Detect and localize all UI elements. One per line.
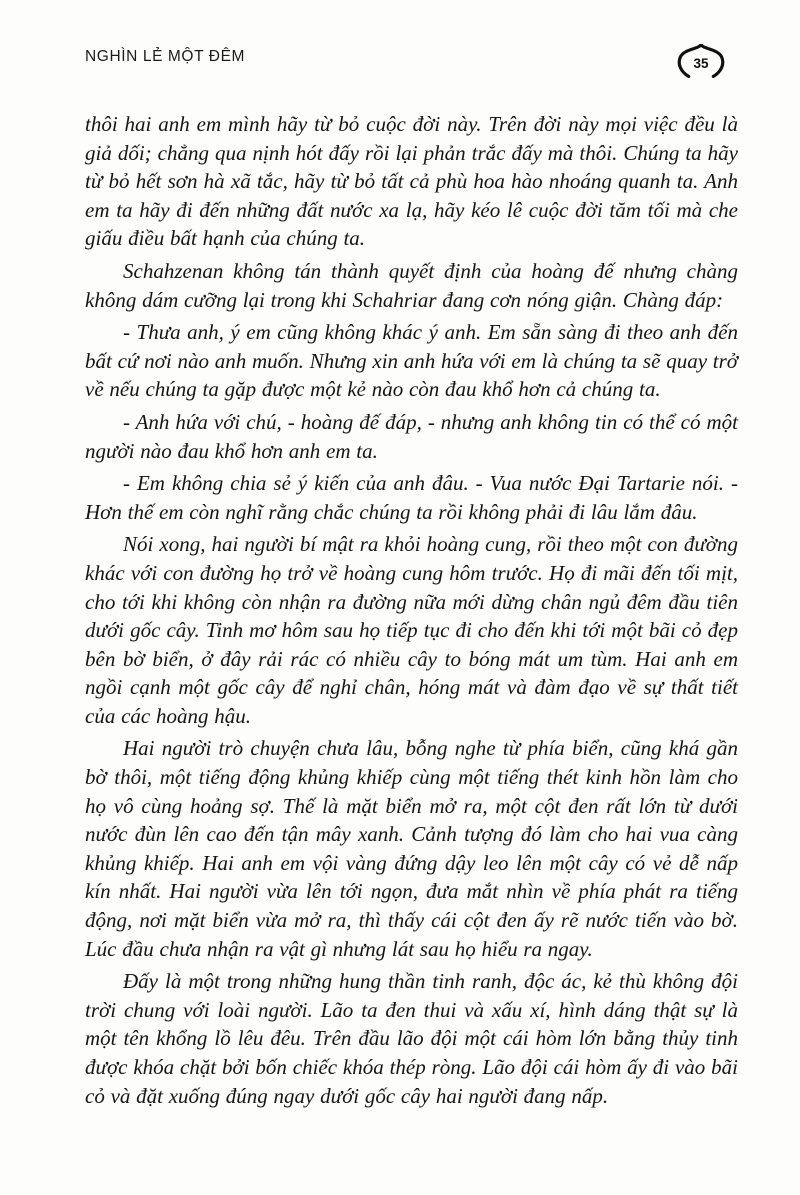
paragraph: thôi hai anh em mình hãy từ bỏ cuộc đời này. Trên đời này mọi việc đều là giả dối; chẳng qua nịnh hót đấy rồi lại phản trắc đấy mà thôi. Chúng ta hãy từ bỏ hết sơn hà xã tắc, hãy từ bỏ tất cả phù hoa hào nhoáng quanh ta. Anh em ta hãy đi đến những đất nước xa lạ, hãy kéo lê cuộc đời tăm tối mà che giấu điều bất hạnh của chúng ta. <box>85 112 738 251</box>
paragraph: Hai người trò chuyện chưa lâu, bỗng nghe từ phía biển, cũng khá gần bờ thôi, một tiếng động khủng khiếp cùng một tiếng thét kinh hồn làm cho họ vô cùng hoảng sợ. Thế là mặt biển mở ra, một cột đen rất lớn từ dưới nước đùn lên cao đến tận mây xanh. Cảnh tượng đó làm cho hai vua càng khủng khiếp. Hai anh em vội vàng đứng dậy leo lên một cây có vẻ dễ nấp kín nhất. Hai người vừa lên tới ngọn, đưa mắt nhìn về phía phát ra tiếng động, nơi mặt biển vừa mở ra, thì thấy cái cột đen ấy rẽ nước tiến vào bờ. Lúc đầu chưa nhận ra vật gì nhưng lát sau họ hiểu ra ngay. <box>85 736 738 961</box>
paragraph: Nói xong, hai người bí mật ra khỏi hoàng cung, rồi theo một con đường khác với con đường họ trở về hoàng cung hôm trước. Họ đi mãi đến tối mịt, cho tới khi không còn nhận ra đường nữa mới dừng chân ngủ đêm đầu tiên dưới gốc cây. Tinh mơ hôm sau họ tiếp tục đi cho đến khi tới một bãi cỏ đẹp bên bờ biển, ở đây rải rác có nhiều cây to bóng mát um tùm. Hai anh em ngồi cạnh một gốc cây để nghỉ chân, hóng mát và đàm đạo về sự thất tiết của các hoàng hậu. <box>85 532 738 728</box>
page-number-badge <box>676 44 726 79</box>
page-number: 35 <box>693 56 709 71</box>
paragraph: - Anh hứa với chú, - hoàng đế đáp, - nhưng anh không tin có thể có một người nào đau khổ hơn anh em ta. <box>85 409 738 463</box>
running-header <box>85 44 738 96</box>
paragraph: Schahzenan không tán thành quyết định của hoàng đế nhưng chàng không dám cưỡng lại trong khi Schahriar đang cơn nóng giận. Chàng đáp: <box>85 258 738 312</box>
paragraph: Đấy là một trong những hung thần tinh ranh, độc ác, kẻ thù không đội trời chung với loài người. Lão ta đen thui và xấu xí, hình dáng thật sự là một tên khổng lồ lêu đêu. Trên đầu lão đội một cái hòm lớn bằng thủy tinh được khóa chặt bởi bốn chiếc khóa thép ròng. Lão đội cái hòm ấy đi vào bãi cỏ và đặt xuống đúng ngay dưới gốc cây hai người đang nấp. <box>85 969 738 1108</box>
paragraph: - Thưa anh, ý em cũng không khác ý anh. Em sẵn sàng đi theo anh đến bất cứ nơi nào anh muốn. Nhưng xin anh hứa với em là chúng ta sẽ quay trở về nếu chúng ta gặp được một kẻ nào còn đau khổ hơn cả chúng ta. <box>85 320 738 402</box>
book-title-header: NGHÌN LẺ MỘT ĐÊM <box>85 48 246 65</box>
paragraph: - Em không chia sẻ ý kiến của anh đâu. - Vua nước Đại Tartarie nói. - Hơn thế em còn nghĩ rằng chắc chúng ta rồi không phải đi lâu lắm đâu. <box>85 471 738 524</box>
body-text <box>85 110 738 1110</box>
